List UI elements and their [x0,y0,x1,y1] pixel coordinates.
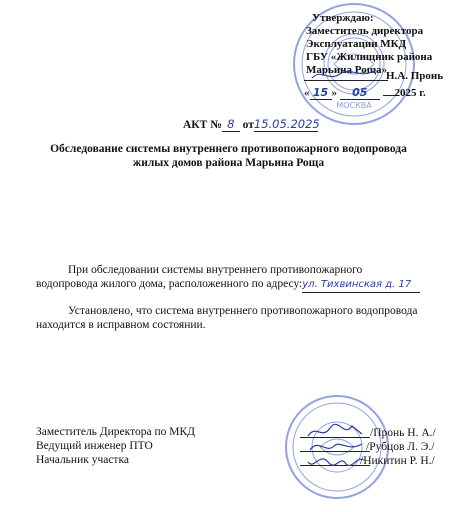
para2-line1: Установлено, что система внутреннего противопожарного водопровода [68,305,418,317]
stamp-top-caption: МОСКВА [336,101,372,110]
approval-line1: Заместитель директора [306,25,424,37]
act-date: 15.05.2025 [253,117,320,131]
signature-role-2: Ведущий инженер ПТО [36,440,153,452]
act-from: от [242,119,254,131]
signature-role-3: Начальник участка [36,454,129,466]
act-number: 8 [222,117,240,132]
para1-line2-text: водопровода жилого дома, расположенного по адресу: [36,278,303,290]
handwritten-signature-approval [310,66,380,84]
approval-signer: Н.А. Пронь [386,70,444,82]
approval-line2: Эксплуатации МКД [306,38,407,50]
approval-line3: ГБУ «Жилищник района [306,51,433,63]
para1-line1: При обследовании системы внутреннего противопожарного [68,264,363,276]
approval-line4: Марьина Роща» [306,64,387,76]
approval-date-month: 05 [340,86,380,100]
para2-line2: находится в исправном состоянии. [36,319,206,331]
signature-name-2: /Рубцов Л. Э./ [366,441,435,453]
act-subject-line1: Обследование системы внутреннего противопожарного водопровода [50,143,407,155]
approval-date: « 15 » 05 2025 г. [304,86,426,99]
act-subject-line2: жилых домов района Марьина Роща [132,157,325,169]
signature-name-3: /Никитин Р. Н./ [360,455,435,467]
para1-line2 [36,277,420,293]
approval-date-year: 2025 г. [394,87,426,99]
signature-name-1: /Пронь Н. А./ [370,427,436,439]
act-title [183,117,318,132]
signature-role-1: Заместитель Директора по МКД [36,426,195,438]
handwritten-signature-3 [306,450,366,472]
approval-label: Утверждаю: [312,12,374,24]
address-handwritten: ул. Тихвинская д. 17 [302,278,420,293]
approval-date-day: 15 [310,86,332,100]
act-title-prefix: АКТ № [183,119,222,131]
